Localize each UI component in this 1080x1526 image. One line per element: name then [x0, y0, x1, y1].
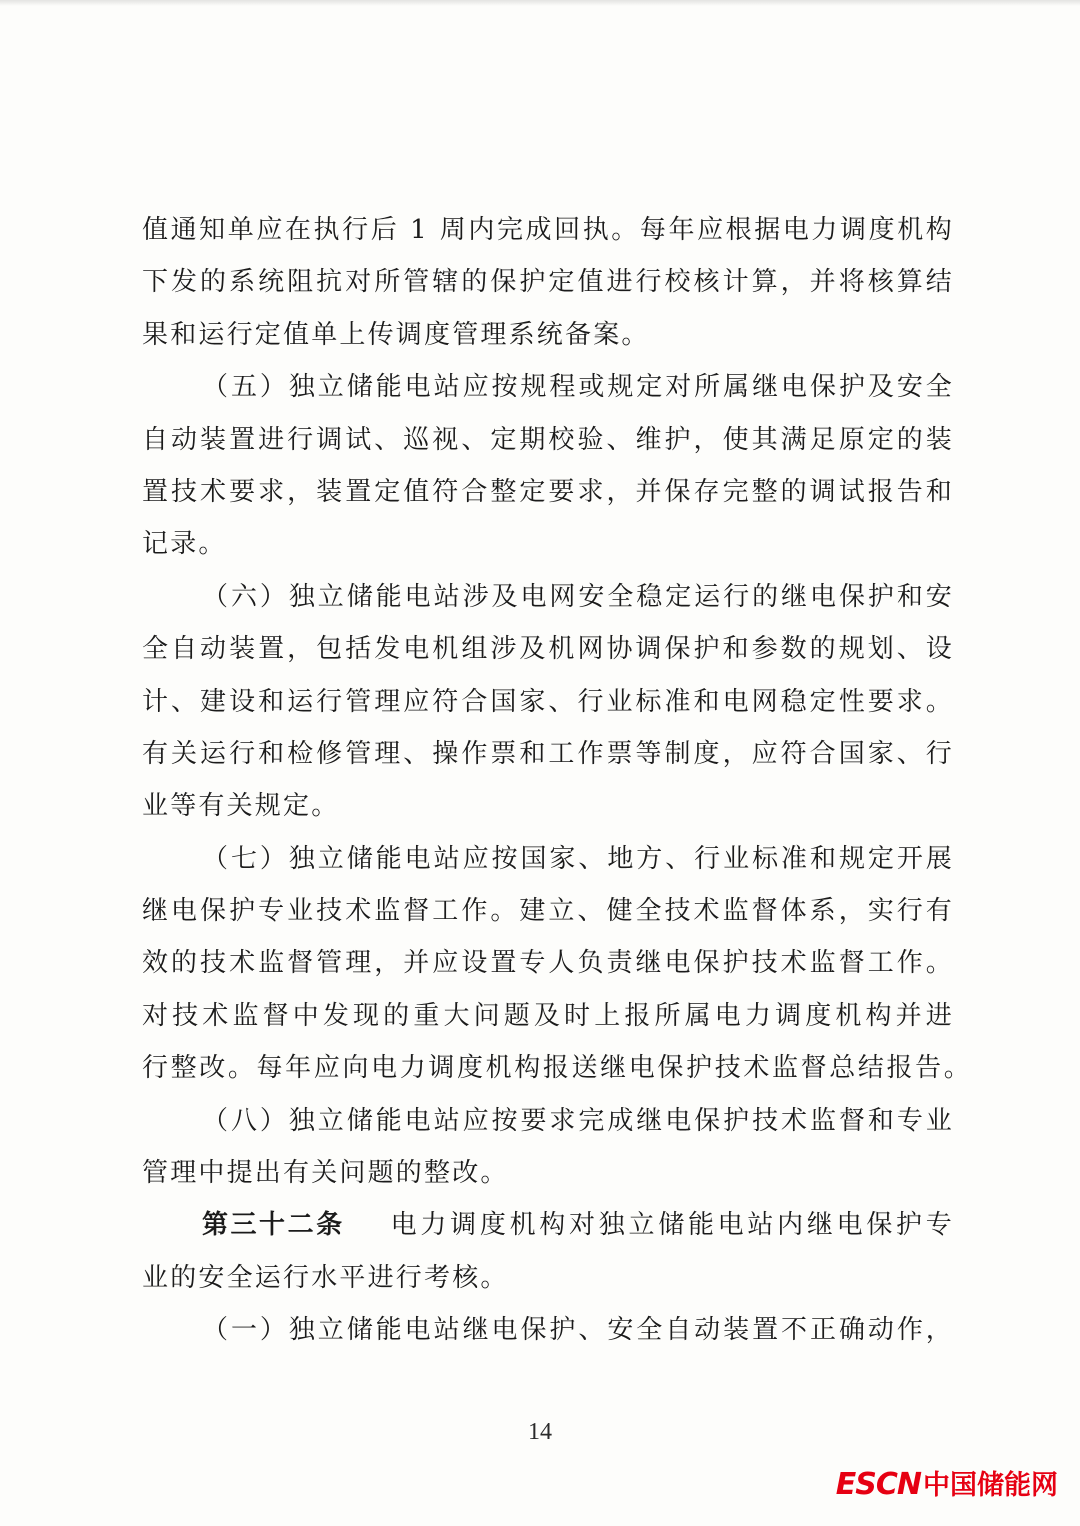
article-heading-line	[142, 1199, 954, 1251]
article-text: 电力调度机构对独立储能电站内继电保护专	[390, 1210, 954, 1241]
document-body	[142, 204, 972, 1357]
text-line: 有关运行和检修管理、操作票和工作票等制度，应符合国家、行	[142, 738, 954, 769]
text-line: 效的技术监督管理，并应设置专人负责继电保护技术监督工作。	[142, 948, 954, 979]
text-line: 置技术要求，装置定值符合整定要求，并保存完整的调试报告和	[142, 476, 954, 507]
paragraph-start-line: （七）独立储能电站应按国家、地方、行业标准和规定开展	[202, 843, 954, 874]
article-number: 第三十二条	[202, 1210, 345, 1241]
text-line: 继电保护专业技术监督工作。建立、健全技术监督体系，实行有	[142, 896, 954, 927]
paragraph-start-line: （五）独立储能电站应按规程或规定对所属继电保护及安全	[202, 372, 954, 403]
text-line: 自动装置进行调试、巡视、定期校验、维护，使其满足原定的装	[142, 424, 954, 455]
page-number: 14	[528, 1419, 552, 1445]
text-line: 全自动装置，包括发电机组涉及机网协调保护和参数的规划、设	[142, 634, 954, 665]
watermark-chinese: 中国储能网	[923, 1470, 1058, 1501]
paragraph-start-line: （八）独立储能电站应按要求完成继电保护技术监督和专业	[202, 1105, 954, 1136]
text-line: 行整改。每年应向电力调度机构报送继电保护技术监督总结报告。	[142, 1053, 972, 1084]
text-line: 业的安全运行水平进行考核。	[142, 1262, 509, 1293]
paragraph-start-line: （六）独立储能电站涉及电网安全稳定运行的继电保护和安	[202, 581, 954, 612]
text-line: 果和运行定值单上传调度管理系统备案。	[142, 319, 650, 350]
watermark-latin: ESCN	[835, 1467, 921, 1502]
escn-watermark-logo	[836, 1463, 1058, 1502]
text-line: 下发的系统阻抗对所管辖的保护定值进行校核计算，并将核算结	[142, 267, 954, 298]
text-line: 值通知单应在执行后 1 周内完成回执。每年应根据电力调度机构	[142, 215, 954, 245]
text-line: 业等有关规定。	[142, 791, 340, 822]
text-line: 管理中提出有关问题的整改。	[142, 1158, 509, 1189]
text-line: 计、建设和运行管理应符合国家、行业标准和电网稳定性要求。	[142, 686, 954, 717]
page-top-edge	[0, 0, 1080, 6]
text-line: 记录。	[142, 529, 227, 560]
paragraph-start-line: （一）独立储能电站继电保护、安全自动装置不正确动作，	[202, 1315, 954, 1346]
text-line: 对技术监督中发现的重大问题及时上报所属电力调度机构并进	[142, 1000, 954, 1031]
